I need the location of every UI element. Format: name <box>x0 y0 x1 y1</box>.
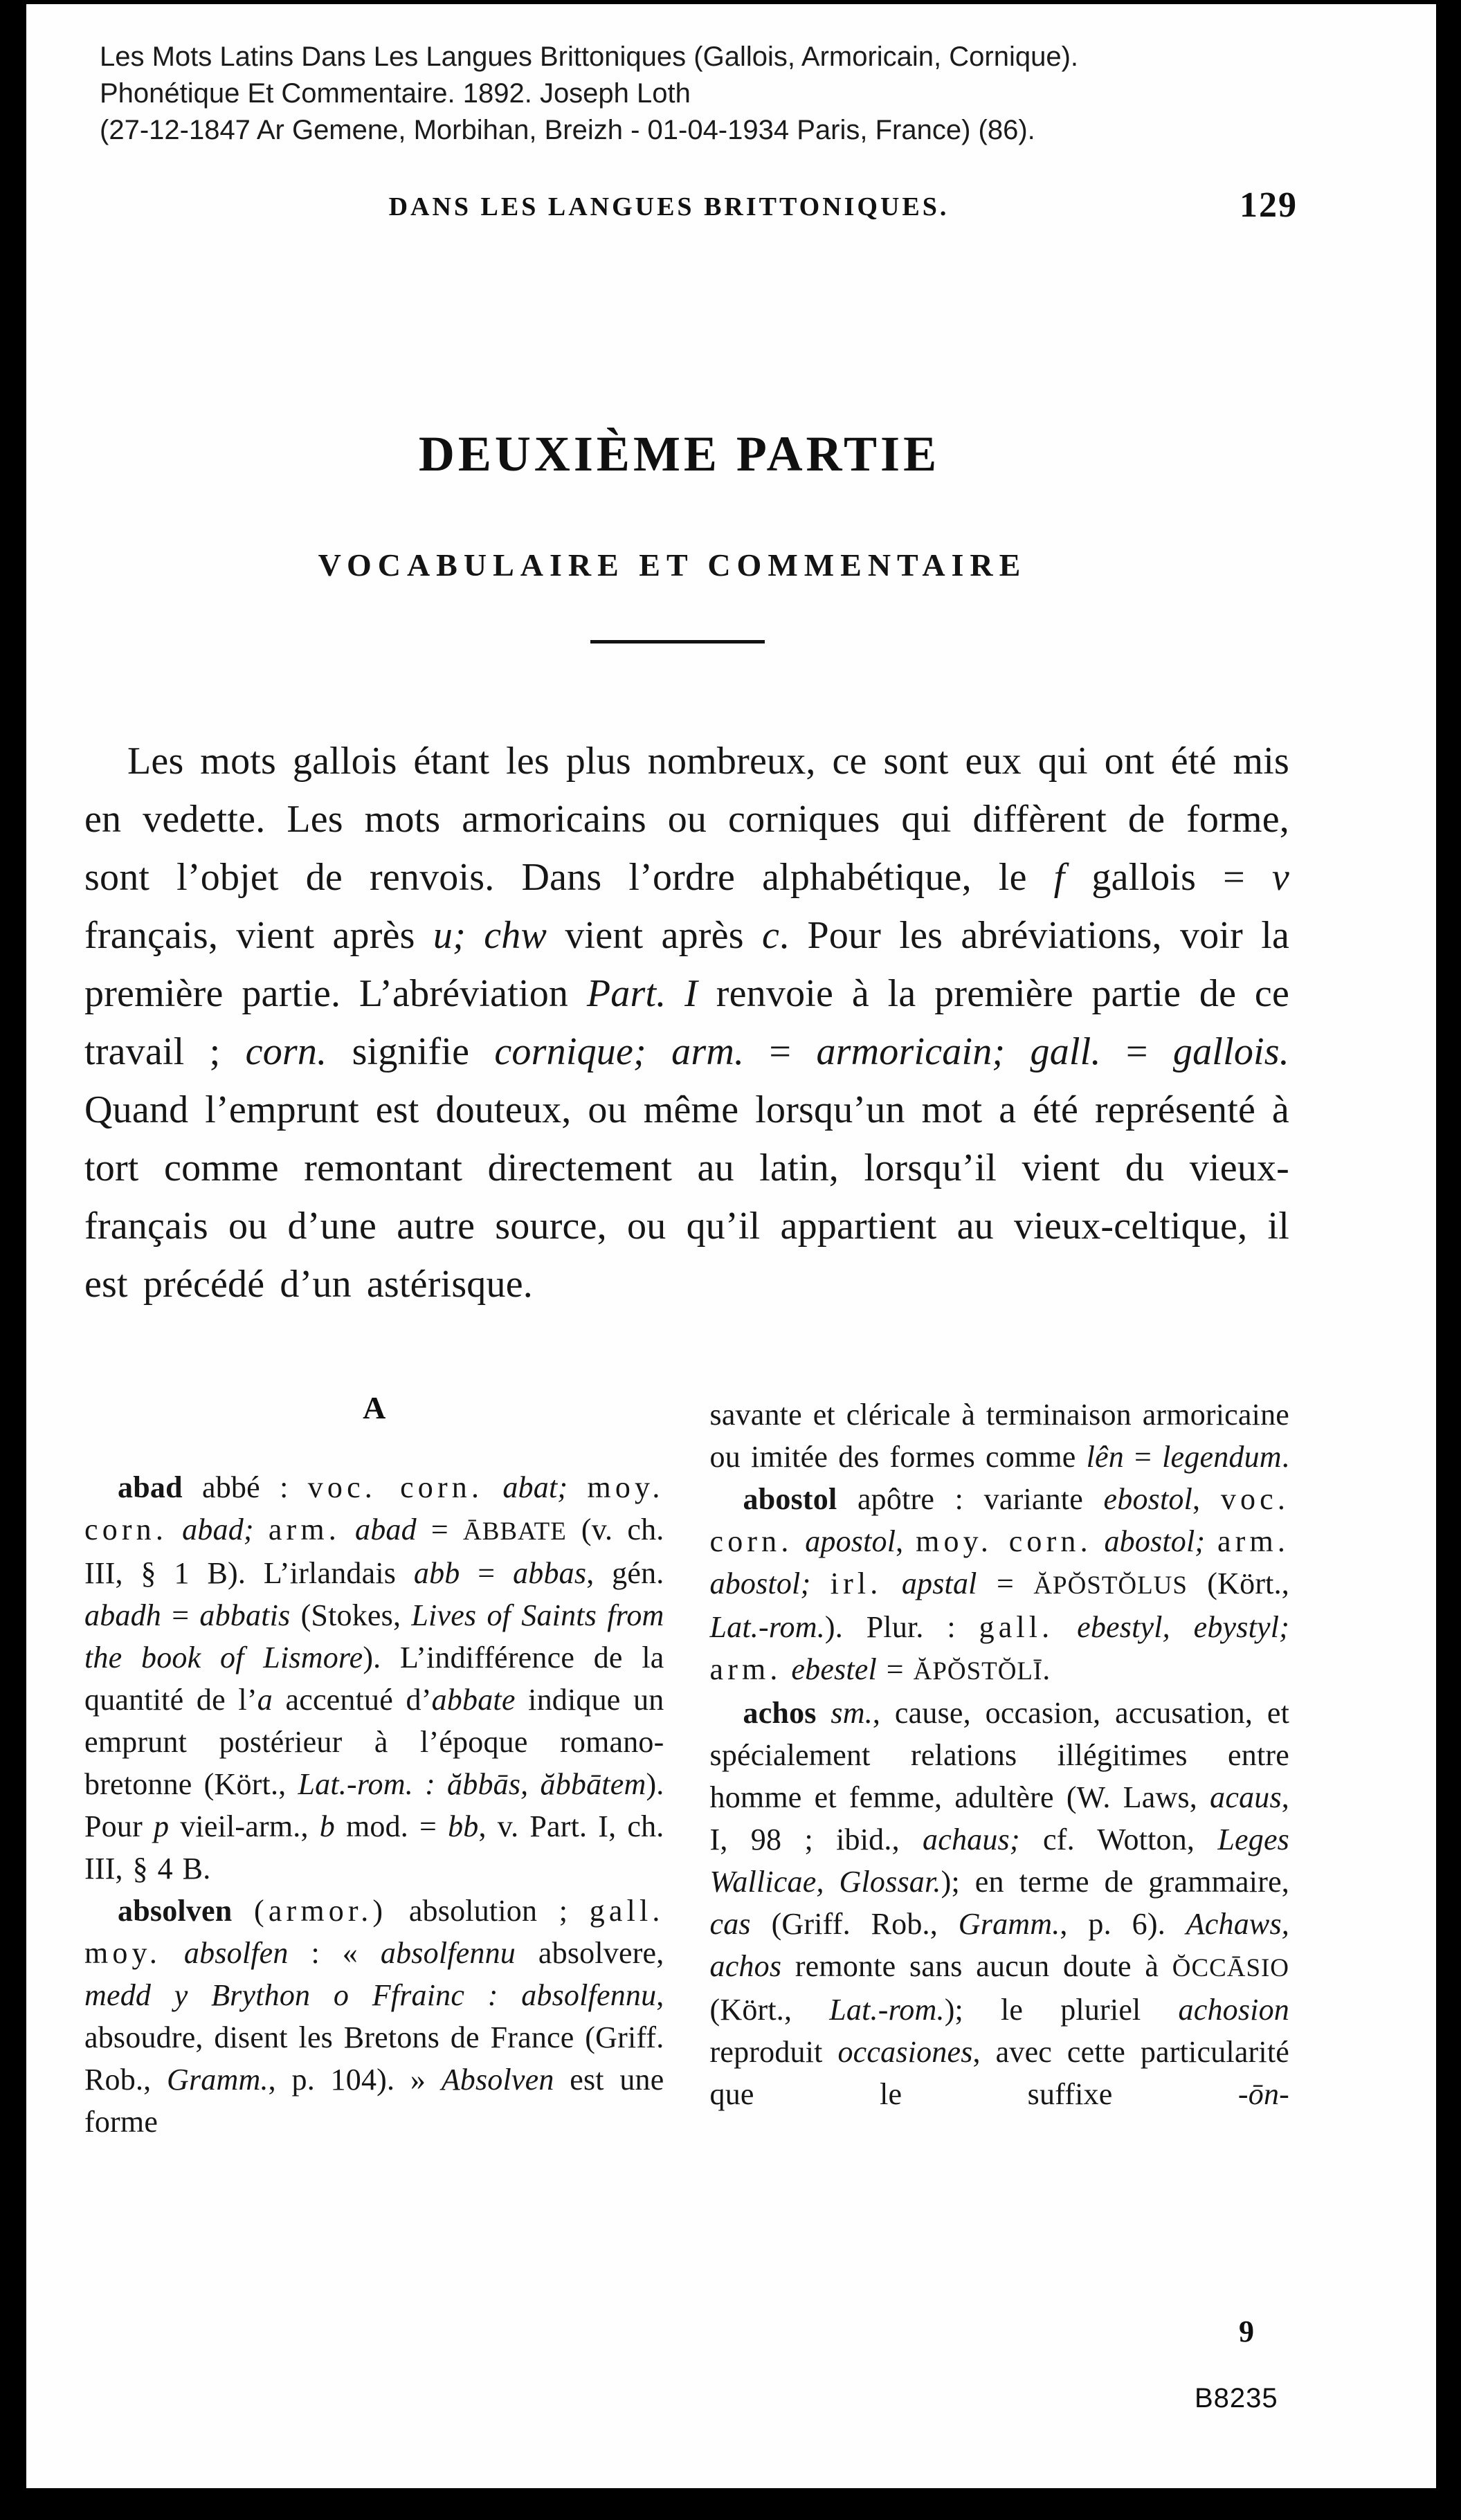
page-body <box>84 732 1289 2143</box>
column-left <box>84 1387 664 2143</box>
part-title: DEUXIÈME PARTIE <box>418 426 941 482</box>
running-header-title: DANS LES LANGUES BRITTONIQUES. <box>388 192 950 221</box>
letter-heading-a: A <box>363 1390 386 1425</box>
annotation-line-1: Les Mots Latins Dans Les Langues Brittoniques (Gallois, Armoricain, Cornique). <box>100 42 1079 72</box>
annotation-line-3: (27-12-1847 Ar Gemene, Morbihan, Breizh - 01-04-1934 Paris, France) (86). <box>100 115 1035 145</box>
annotation-block <box>100 39 1436 149</box>
part-subtitle: VOCABULAIRE ET COMMENTAIRE <box>318 547 1027 583</box>
dictionary-columns <box>84 1387 1289 2143</box>
entry-absolven: absolven (armor.) absolution ; gall. moy. absolfen : « absolfennu absolvere, medd y Brython o Ffrainc : absolfennu, absoudre, disent les Bretons de France (Griff. Rob., Gramm., p. 104). » Absolven est une forme <box>84 1894 664 2139</box>
running-header <box>26 185 1436 240</box>
entry-abad: abad abbé : voc. corn. abat; moy. corn. abad; arm. abad = ĀBBATE (v. ch. III, § 1 B). L’irlandais abb = abbas, gén. abadh = abbatis (Stokes, Lives of Saints from the book of Lismore). L’indifférence de la quantité de l’a accentué d’abbate indique un emprunt postérieur à l’époque romano-bretonne (Kört., Lat.-rom. : ăbbās, ăbbātem). Pour p vieil-arm., b mod. = bb, v. Part. I, ch. III, § 4 B. <box>84 1470 664 1886</box>
entry-achos: achos sm., cause, occasion, accusation, et spécialement relations illégitimes entre homme et femme, adultère (W. Laws, acaus, I, 98 ; ibid., achaus; cf. Wotton, Leges Wallicae, Glossar.); en terme de grammaire, cas (Griff. Rob., Gramm., p. 6). Achaws, achos remonte sans aucun doute à ŎCCĀSIO (Kört., Lat.-rom.); le pluriel achosion reproduit occasiones, avec cette particularité que le suffixe -ōn- <box>709 1696 1289 2111</box>
book-page <box>26 4 1436 2488</box>
annotation-line-2: Phonétique Et Commentaire. 1892. Joseph Loth <box>100 78 691 109</box>
intro-paragraph: Les mots gallois étant les plus nombreux, ce sont eux qui ont été mis en vedette. Les mots armoricains ou corniques qui diffèrent de forme, sont l’objet de renvois. Dans l’ordre alphabétique, le f gallois = v français, vient après u; chw vient après c. Pour les abréviations, voir la première partie. L’abréviation Part. I renvoie à la première partie de ce travail ; corn. signifie cornique; arm. = armoricain; gall. = gallois. Quand l’emprunt est douteux, ou même lorsqu’un mot a été représenté à tort comme remontant directement au latin, lorsqu’il vient du vieux-français ou d’une autre source, ou qu’il appartient au vieux-celtique, il est précédé d’un astérisque. <box>84 740 1290 1306</box>
divider-rule <box>590 640 765 643</box>
column-right <box>710 1387 1290 2143</box>
page-number: 129 <box>1240 185 1298 225</box>
entry-abostol: abostol apôtre : variante ebostol, voc. corn. apostol, moy. corn. abostol; arm. abostol; irl. apstal = ĂPŎSTŎLUS (Kört., Lat.-rom.). Plur. : gall. ebestyl, ebystyl; arm. ebestel = ĂPŎSTŎLĪ. <box>709 1482 1290 1686</box>
library-stamp: B8235 <box>1195 2383 1278 2413</box>
signature-mark: 9 <box>1239 2314 1254 2348</box>
entry-continuation-savante: savante et cléricale à terminaison armoricaine ou imitée des formes comme lên = legendum. <box>709 1398 1289 1474</box>
